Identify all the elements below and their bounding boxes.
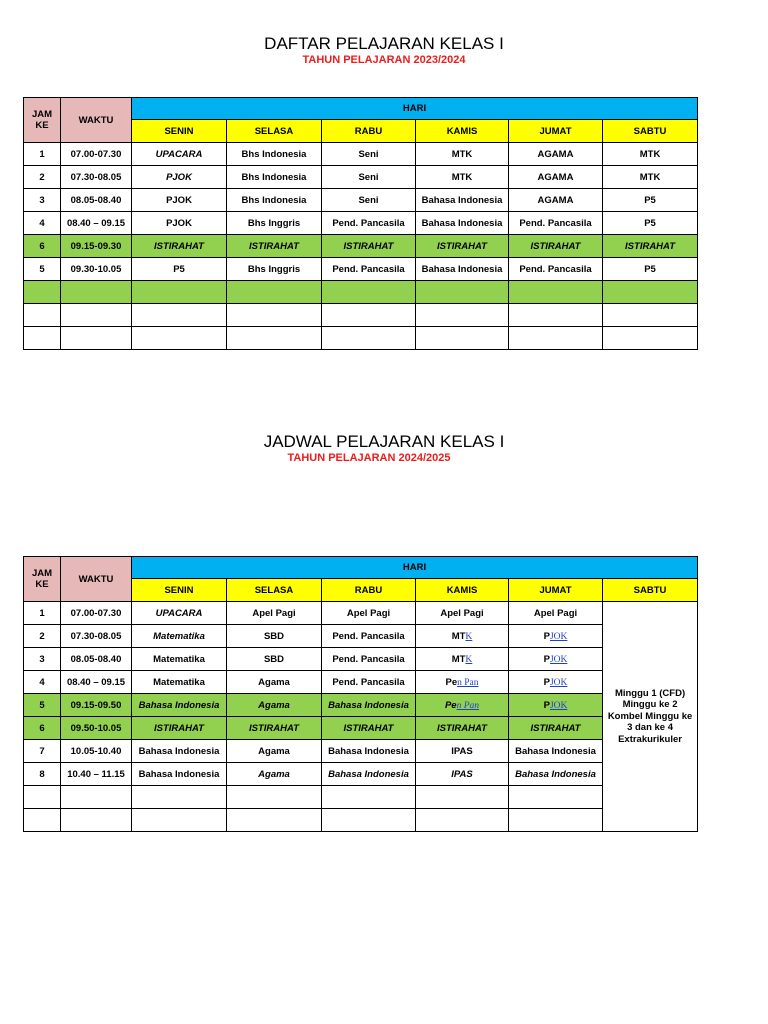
subject-text: P (543, 699, 550, 711)
waktu-cell: 09.30-10.05 (61, 258, 132, 281)
header-waktu: WAKTU (61, 98, 132, 143)
subject-cell (509, 809, 603, 832)
day-selasa: SELASA (227, 579, 322, 602)
subject-text: IPAS (451, 768, 473, 780)
subject-cell: MTK (416, 143, 509, 166)
subject-text: Bahasa Indonesia (138, 699, 220, 711)
subject-cell: Pend. Pancasila (322, 212, 416, 235)
header-jam-ke: JAM KE (24, 98, 61, 143)
subject-cell: Pend. Pancasila (322, 258, 416, 281)
subject-cell: Apel Pagi (227, 602, 322, 625)
subject-cell (603, 281, 698, 304)
waktu-cell: 07.30-08.05 (61, 166, 132, 189)
table-row (24, 648, 698, 671)
subject-cell (132, 602, 227, 625)
subject-cell (416, 786, 509, 809)
subject-cell (322, 786, 416, 809)
waktu-cell: 07.30-08.05 (61, 625, 132, 648)
subject-text: Pe (444, 699, 457, 711)
subject-cell (416, 648, 509, 671)
waktu-cell: 07.00-07.30 (61, 143, 132, 166)
subject-cell (416, 327, 509, 350)
table-row (24, 166, 698, 189)
waktu-cell (61, 327, 132, 350)
subject-cell (132, 143, 227, 166)
table-row (24, 625, 698, 648)
subject-cell (322, 235, 416, 258)
subject-link[interactable]: JOK (549, 700, 568, 711)
subject-cell: Pend. Pancasila (322, 648, 416, 671)
jam-ke-cell: 3 (24, 189, 61, 212)
subject-cell (509, 304, 603, 327)
subject-cell (416, 304, 509, 327)
subject-cell: Bahasa Indonesia (322, 740, 416, 763)
subject-text: ISTIRAHAT (343, 722, 394, 734)
waktu-cell: 09.15-09.50 (61, 694, 132, 717)
subject-text: ISTIRAHAT (249, 722, 299, 734)
subject-cell (132, 281, 227, 304)
subject-text: ISTIRAHAT (343, 240, 394, 252)
subject-cell: Bahasa Indonesia (416, 212, 509, 235)
subject-cell: P5 (132, 258, 227, 281)
header-hari: HARI (132, 557, 698, 579)
subject-cell (416, 717, 509, 740)
subject-cell: Bhs Inggris (227, 258, 322, 281)
subject-cell: Apel Pagi (322, 602, 416, 625)
subject-text: P (543, 676, 550, 688)
subject-cell (509, 717, 603, 740)
subject-text: PJOK (166, 171, 192, 183)
subject-text: ISTIRAHAT (249, 240, 299, 252)
subject-text: Agama (258, 699, 290, 711)
jam-ke-cell: 5 (24, 258, 61, 281)
subject-cell: P5 (603, 258, 698, 281)
waktu-cell: 08.40 – 09.15 (61, 671, 132, 694)
subject-cell: Matematika (132, 671, 227, 694)
table-row (24, 189, 698, 212)
header-jam-ke: JAM KE (24, 557, 61, 602)
subject-text: Bahasa Indonesia (328, 699, 409, 711)
subject-cell: Bahasa Indonesia (509, 740, 603, 763)
subject-link[interactable]: K (465, 631, 473, 642)
subject-cell: Seni (322, 189, 416, 212)
jam-ke-cell: 1 (24, 143, 61, 166)
subject-cell (322, 281, 416, 304)
subject-cell: Bahasa Indonesia (416, 258, 509, 281)
subject-cell (227, 763, 322, 786)
jam-ke-cell: 4 (24, 212, 61, 235)
waktu-cell: 08.05-08.40 (61, 648, 132, 671)
waktu-cell: 07.00-07.30 (61, 602, 132, 625)
subject-text: Matematika (153, 630, 205, 642)
day-rabu: RABU (322, 120, 416, 143)
subject-cell: Bhs Inggris (227, 212, 322, 235)
jam-ke-cell (24, 786, 61, 809)
day-sabtu: SABTU (603, 120, 698, 143)
subject-cell: MTK (416, 166, 509, 189)
subject-cell: Bhs Indonesia (227, 143, 322, 166)
subject-text: ISTIRAHAT (530, 240, 581, 252)
sabtu-note: Minggu 1 (CFD) Minggu ke 2 Kombel Minggu ke 3 dan ke 4 Extrakurikuler (603, 602, 698, 832)
subject-cell (322, 763, 416, 786)
waktu-cell: 09.50-10.05 (61, 717, 132, 740)
subject-cell (509, 671, 603, 694)
subtitle-2023: TAHUN PELAJARAN 2023/2024 (302, 54, 466, 66)
subject-link[interactable]: K (465, 654, 473, 665)
subject-text: UPACARA (155, 607, 203, 619)
table-row (24, 694, 698, 717)
subject-text: ISTIRAHAT (530, 722, 581, 734)
subject-text: MT (451, 653, 466, 665)
waktu-cell: 08.05-08.40 (61, 189, 132, 212)
subject-text: UPACARA (155, 148, 203, 160)
subject-text: ISTIRAHAT (625, 240, 676, 252)
table-row (24, 763, 698, 786)
table-row (24, 786, 698, 809)
table-row (24, 143, 698, 166)
subject-cell (227, 786, 322, 809)
jam-ke-cell: 4 (24, 671, 61, 694)
subject-cell (227, 717, 322, 740)
schedule-table-2024 (23, 556, 698, 832)
header-row (24, 557, 698, 579)
subject-cell: PJOK (132, 212, 227, 235)
table-row (24, 235, 698, 258)
subject-cell: SBD (227, 648, 322, 671)
day-kamis: KAMIS (416, 579, 509, 602)
subject-cell (603, 235, 698, 258)
subject-cell (509, 281, 603, 304)
table-row (24, 809, 698, 832)
header-waktu: WAKTU (61, 557, 132, 602)
header-hari: HARI (132, 98, 698, 120)
subject-cell: Bahasa Indonesia (132, 740, 227, 763)
subject-cell: Seni (322, 143, 416, 166)
day-kamis: KAMIS (416, 120, 509, 143)
day-jumat: JUMAT (509, 579, 603, 602)
subject-cell: Matematika (132, 648, 227, 671)
subject-cell (416, 694, 509, 717)
subject-cell (509, 786, 603, 809)
day-rabu: RABU (322, 579, 416, 602)
subject-cell (227, 304, 322, 327)
subject-cell (132, 625, 227, 648)
subject-cell: MTK (603, 143, 698, 166)
subject-cell: Bhs Indonesia (227, 166, 322, 189)
subject-cell (227, 327, 322, 350)
subject-link[interactable]: JOK (549, 677, 568, 688)
jam-ke-cell: 7 (24, 740, 61, 763)
schedule-table-2023 (23, 97, 698, 350)
subject-text: P (543, 630, 550, 642)
subject-cell (416, 625, 509, 648)
subject-cell: AGAMA (509, 189, 603, 212)
subject-cell: SBD (227, 625, 322, 648)
subject-cell: Apel Pagi (416, 602, 509, 625)
day-senin: SENIN (132, 120, 227, 143)
subject-cell: AGAMA (509, 166, 603, 189)
subject-cell (322, 694, 416, 717)
jam-ke-cell: 8 (24, 763, 61, 786)
subject-cell: Pend. Pancasila (322, 625, 416, 648)
subject-cell (132, 304, 227, 327)
day-selasa: SELASA (227, 120, 322, 143)
jam-ke-cell (24, 304, 61, 327)
subject-text: ISTIRAHAT (154, 722, 204, 734)
subject-cell: Bahasa Indonesia (132, 763, 227, 786)
subject-link[interactable]: JOK (549, 631, 568, 642)
jam-ke-cell (24, 327, 61, 350)
subject-cell (416, 235, 509, 258)
table-row (24, 258, 698, 281)
subject-cell: PJOK (132, 189, 227, 212)
table-row (24, 740, 698, 763)
day-senin: SENIN (132, 579, 227, 602)
subject-cell (132, 166, 227, 189)
jam-ke-cell (24, 809, 61, 832)
subject-cell (132, 235, 227, 258)
title-2024: JADWAL PELAJARAN KELAS I (263, 432, 505, 451)
subject-cell (322, 327, 416, 350)
table-row (24, 671, 698, 694)
subject-cell: P5 (603, 189, 698, 212)
table-row (24, 327, 698, 350)
subject-cell (509, 763, 603, 786)
subject-cell (416, 671, 509, 694)
subject-cell (509, 694, 603, 717)
subject-link[interactable]: n Pan (457, 677, 479, 688)
jam-ke-cell: 6 (24, 717, 61, 740)
waktu-cell (61, 809, 132, 832)
waktu-cell (61, 786, 132, 809)
subject-cell (132, 327, 227, 350)
waktu-cell: 10.40 – 11.15 (61, 763, 132, 786)
subject-text: Pe (445, 676, 458, 688)
subject-cell: P5 (603, 212, 698, 235)
subject-cell (322, 717, 416, 740)
subject-cell (132, 717, 227, 740)
waktu-cell: 10.05-10.40 (61, 740, 132, 763)
subject-cell (603, 304, 698, 327)
waktu-cell (61, 304, 132, 327)
table-row (24, 717, 698, 740)
waktu-cell (61, 281, 132, 304)
table-row (24, 212, 698, 235)
subject-text: Bahasa Indonesia (328, 768, 409, 780)
jam-ke-cell: 2 (24, 625, 61, 648)
subject-cell (509, 625, 603, 648)
subject-text: Agama (258, 768, 290, 780)
subject-cell (132, 694, 227, 717)
subject-cell (416, 281, 509, 304)
jam-ke-cell: 1 (24, 602, 61, 625)
subject-text: ISTIRAHAT (154, 240, 204, 252)
subject-cell (132, 809, 227, 832)
jam-ke-cell: 6 (24, 235, 61, 258)
subtitle-2024: TAHUN PELAJARAN 2024/2025 (287, 452, 451, 464)
subject-cell: MTK (603, 166, 698, 189)
subject-cell: Apel Pagi (509, 602, 603, 625)
subject-text: MT (451, 630, 466, 642)
subject-cell (227, 235, 322, 258)
subject-cell (322, 809, 416, 832)
subject-cell (132, 786, 227, 809)
subject-link[interactable]: n Pan (456, 700, 480, 711)
subject-cell (509, 235, 603, 258)
waktu-cell: 08.40 – 09.15 (61, 212, 132, 235)
subject-cell (509, 327, 603, 350)
subject-link[interactable]: JOK (549, 654, 568, 665)
day-jumat: JUMAT (509, 120, 603, 143)
subject-text: ISTIRAHAT (437, 240, 487, 252)
table-row (24, 602, 698, 625)
subject-cell (227, 809, 322, 832)
subject-cell (227, 694, 322, 717)
subject-cell: IPAS (416, 740, 509, 763)
subject-cell: Agama (227, 671, 322, 694)
jam-ke-cell (24, 281, 61, 304)
header-row (24, 98, 698, 120)
jam-ke-cell: 2 (24, 166, 61, 189)
subject-cell: Bhs Indonesia (227, 189, 322, 212)
day-sabtu: SABTU (603, 579, 698, 602)
subject-cell: Pend. Pancasila (509, 212, 603, 235)
subject-cell (227, 281, 322, 304)
subject-cell: Seni (322, 166, 416, 189)
table-row (24, 304, 698, 327)
subject-cell (322, 304, 416, 327)
subject-cell: Bahasa Indonesia (416, 189, 509, 212)
jam-ke-cell: 3 (24, 648, 61, 671)
subject-cell: Pend. Pancasila (322, 671, 416, 694)
subject-cell (509, 648, 603, 671)
subject-cell (416, 809, 509, 832)
subject-cell (603, 327, 698, 350)
table-row (24, 281, 698, 304)
title-2023: DAFTAR PELAJARAN KELAS I (264, 34, 504, 53)
jam-ke-cell: 5 (24, 694, 61, 717)
subject-cell: Agama (227, 740, 322, 763)
subject-text: Bahasa Indonesia (515, 768, 596, 780)
subject-cell: AGAMA (509, 143, 603, 166)
subject-text: P (543, 653, 550, 665)
subject-text: ISTIRAHAT (437, 722, 487, 734)
subject-cell (416, 763, 509, 786)
subject-cell: Pend. Pancasila (509, 258, 603, 281)
waktu-cell: 09.15-09.30 (61, 235, 132, 258)
